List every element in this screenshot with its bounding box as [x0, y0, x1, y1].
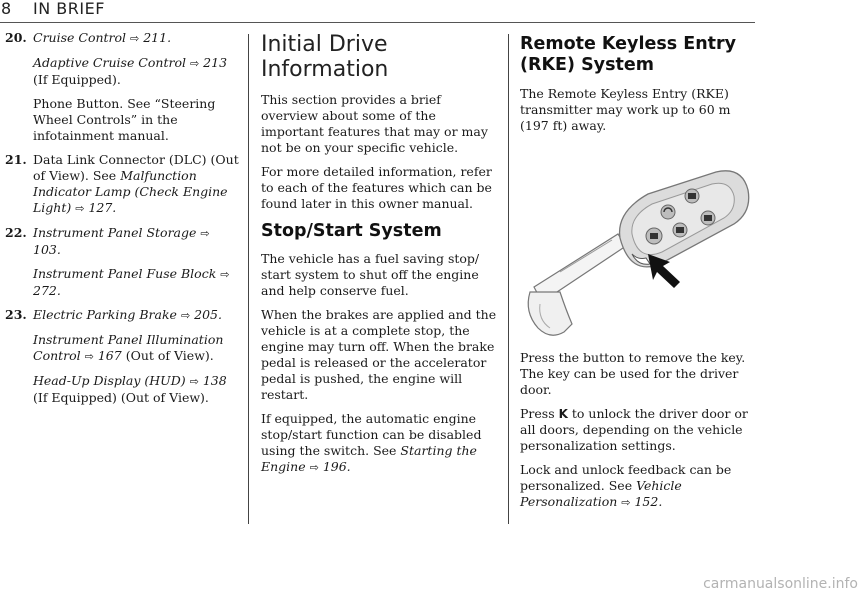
page-ref[interactable]: 205.	[194, 307, 222, 322]
paragraph: Press the button to remove the key. The key can be used for the driver door.	[520, 350, 746, 397]
section-heading: Remote Keyless Entry (RKE) System	[520, 34, 737, 75]
xref-link[interactable]: Instrument Panel Illumination Control	[33, 332, 224, 363]
section-title: IN BRIEF	[33, 0, 105, 18]
column-divider	[508, 34, 509, 524]
page-ref[interactable]: 152.	[634, 494, 663, 509]
page-ref[interactable]: 138	[202, 373, 227, 388]
xref-arrow-icon: ⇨	[200, 227, 210, 240]
paragraph-text: Lock and unlock feedback can be personalized. See	[520, 462, 732, 493]
page-ref[interactable]: 196.	[322, 459, 351, 474]
xref-arrow-icon: ⇨	[189, 375, 199, 388]
page-ref[interactable]: 272.	[33, 283, 61, 298]
xref-arrow-icon: ⇨	[75, 202, 85, 215]
paragraph	[520, 406, 755, 454]
paragraph	[261, 411, 499, 476]
list-subitem	[5, 332, 240, 365]
list-subitem	[5, 373, 240, 406]
xref-arrow-icon: ⇨	[309, 461, 319, 474]
key-fob-icon	[520, 142, 755, 342]
xref-arrow-icon: ⇨	[220, 268, 230, 281]
item-suffix: (Out of View).	[121, 348, 214, 363]
column-left	[5, 30, 240, 414]
xref-arrow-icon: ⇨	[180, 309, 191, 322]
paragraph-text: If equipped, the automatic engine stop/start function can be disabled using the switch. See	[261, 411, 482, 458]
xref-link[interactable]: Instrument Panel Fuse Block	[33, 266, 217, 281]
xref-link[interactable]: Adaptive Cruise Control	[33, 55, 186, 70]
xref-link[interactable]: Head-Up Display (HUD)	[33, 373, 186, 388]
column-right	[520, 30, 755, 519]
page-number: 8	[1, 0, 12, 18]
item-number: 23.	[5, 307, 27, 322]
page-ref[interactable]: 213	[203, 55, 228, 70]
key-blade-icon	[528, 234, 626, 335]
page-ref[interactable]: 211.	[143, 30, 172, 45]
page-header	[0, 0, 860, 24]
paragraph-text: to unlock the driver door or all doors, depending on the vehicle personalization settings.	[520, 406, 748, 453]
list-subitem	[5, 55, 240, 88]
paragraph: The vehicle has a fuel saving stop/ start system to shut off the engine and help conserve fuel.	[261, 251, 480, 298]
fob-body-icon	[620, 171, 749, 267]
paragraph: When the brakes are applied and the vehicle is at a complete stop, the engine may turn off. When the brake pedal is released or the accelerator pedal is pushed, the engine will restart.	[261, 307, 497, 402]
item-text: Data Link Connector (DLC) (Out of View). See	[33, 152, 239, 183]
xref-link[interactable]: Cruise Control	[33, 30, 127, 45]
key-fob-illustration	[520, 142, 755, 342]
header-rule	[0, 22, 755, 23]
item-number: 20.	[5, 30, 27, 45]
item-number: 21.	[5, 152, 27, 167]
item-suffix: (If Equipped) (Out of View).	[33, 390, 209, 405]
page-heading: Initial Drive Information	[261, 32, 389, 82]
paragraph: For more detailed information, refer to each of the features which can be found later in this owner manual.	[261, 164, 492, 211]
column-middle	[261, 30, 499, 484]
watermark: carmanualsonline.info	[703, 576, 858, 592]
list-item-23	[5, 307, 240, 324]
list-item-22	[5, 225, 240, 258]
paragraph-text: Press	[520, 406, 559, 421]
paragraph	[520, 462, 755, 511]
xref-link[interactable]: Electric Parking Brake	[33, 307, 177, 322]
list-subitem	[5, 266, 240, 299]
paragraph: This section provides a brief overview about some of the important features that may or may not be on your specific vehicle.	[261, 92, 488, 155]
xref-arrow-icon: ⇨	[189, 57, 200, 70]
xref-arrow-icon: ⇨	[84, 350, 94, 363]
list-item-20	[5, 30, 240, 47]
xref-arrow-icon: ⇨	[130, 32, 140, 45]
xref-link[interactable]: Starting the Engine	[261, 443, 477, 474]
list-item-21	[5, 152, 240, 217]
unlock-icon: K	[558, 407, 568, 421]
xref-link[interactable]: Instrument Panel Storage	[33, 225, 197, 240]
page-ref[interactable]: 103.	[33, 242, 61, 257]
list-subitem: Phone Button. See “Steering Wheel Controls” in the infotainment manual.	[33, 96, 216, 143]
page-ref[interactable]: 127.	[88, 200, 117, 215]
xref-link[interactable]: Malfunction Indicator Lamp (Check Engine Light)	[33, 168, 228, 215]
paragraph: The Remote Keyless Entry (RKE) transmitter may work up to 60 m (197 ft) away.	[520, 86, 731, 133]
column-divider	[248, 34, 249, 524]
item-suffix: (If Equipped).	[33, 72, 121, 87]
page-ref[interactable]: 167	[97, 348, 122, 363]
item-number: 22.	[5, 225, 27, 240]
xref-link[interactable]: Vehicle Personalization	[520, 478, 682, 509]
xref-arrow-icon: ⇨	[621, 496, 631, 509]
section-heading: Stop/Start System	[261, 221, 442, 241]
